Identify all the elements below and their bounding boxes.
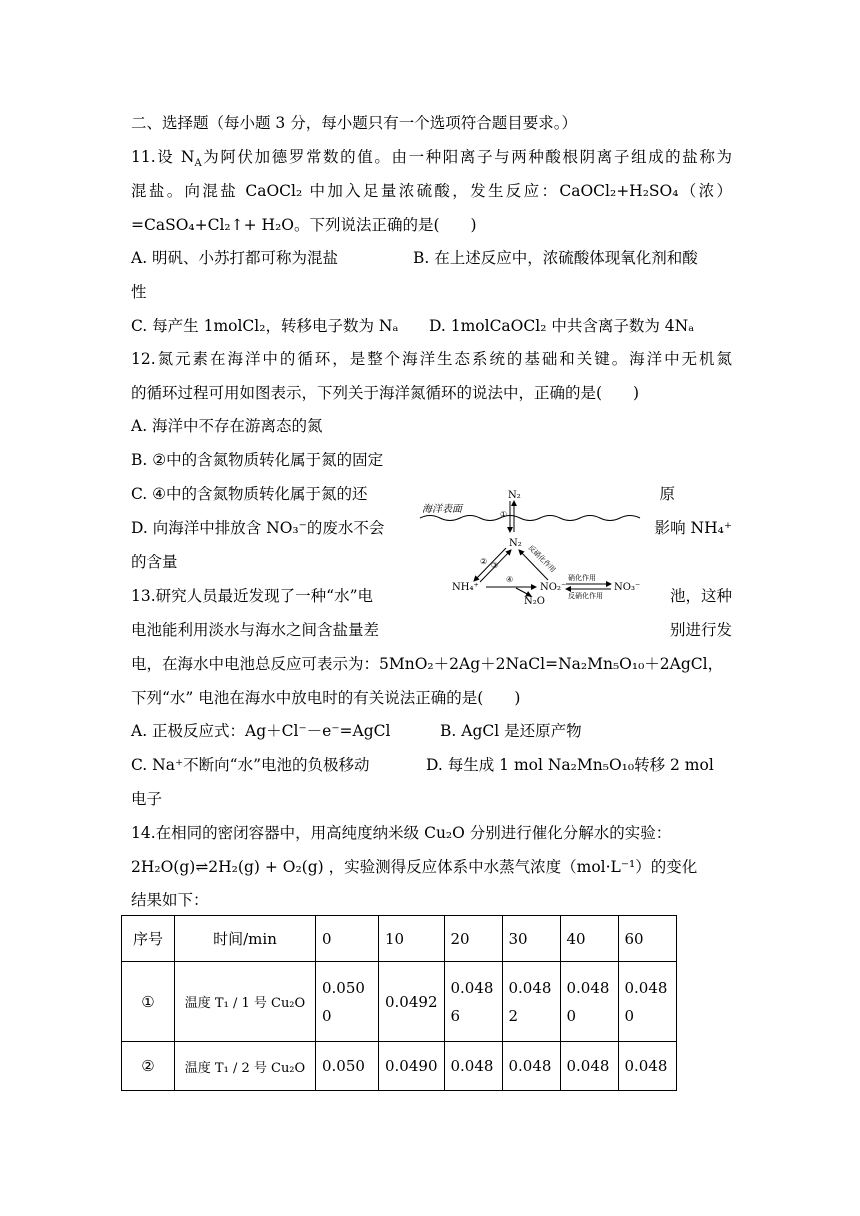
- arrow-n2-to-nh4: [474, 548, 506, 581]
- q11-option-row-cd: [131, 314, 732, 340]
- q13-option-c: C. Na⁺不断向“水”电池的负极移动: [131, 756, 370, 774]
- q13-line-4: 下列“水” 电池在海水中放电时的有关说法正确的是( ): [131, 689, 521, 707]
- q11-option-row-ab: [131, 246, 732, 272]
- q13-line-2-right: 别进行发: [669, 621, 732, 639]
- q13-option-d-cont: 电子: [131, 790, 163, 808]
- water-vapor-table: [121, 915, 677, 1091]
- header-cell: 序号: [122, 916, 175, 962]
- circle-4-label: ④: [506, 575, 514, 584]
- header-cell: 60: [618, 916, 676, 962]
- q13-line-2-left: 电池能利用淡水与海水之间含盐量差: [131, 621, 380, 639]
- q13-option-a: A. 正极反应式：Ag＋Cl⁻－e⁻=AgCl: [131, 722, 391, 740]
- n2o-label: N₂O: [524, 596, 545, 604]
- sea-surface-wave: [420, 516, 640, 521]
- no2-label: NO₂⁻: [540, 582, 567, 593]
- no3-label: NO₃⁻: [614, 582, 641, 593]
- q14-line-2: 2H₂O(g)⇌2H₂(g) + O₂(g) ，实验测得反应体系中水蒸气浓度（mol·L⁻¹）的变化: [131, 858, 698, 876]
- q13-option-b: B. AgCl 是还原产物: [440, 722, 582, 740]
- q12-option-a: A. 海洋中不存在游离态的氮: [131, 417, 323, 435]
- header-cell: 20: [444, 916, 502, 962]
- n2-top-label: N₂: [508, 490, 521, 501]
- q12-line-2: 的循环过程可用如图表示，下列关于海洋氮循环的说法中，正确的是( ): [131, 384, 640, 402]
- circle-1-label: ①: [500, 510, 508, 519]
- circle-2-label: ②: [480, 557, 488, 566]
- table-row: [122, 1042, 677, 1091]
- table-cell: 0.050: [316, 1042, 379, 1091]
- q14-line-3: 结果如下：: [131, 891, 209, 909]
- table-cell: 0.048: [502, 1042, 560, 1091]
- q13-option-row-cd: [131, 753, 732, 779]
- q11-line-2: 混盐。向混盐 CaOCl₂ 中加入足量浓硫酸，发生反应：CaOCl₂+H₂SO₄（浓）: [131, 182, 732, 200]
- q13-line-3: 电，在海水中电池总反应可表示为：5MnO₂＋2Ag＋2NaCl=Na₂Mn₅O₁₀＋2AgCl，: [131, 655, 724, 673]
- q11-option-b: B. 在上述反应中，浓硫酸体现氧化剂和酸: [413, 249, 698, 267]
- circle-3-label: ③: [491, 561, 499, 570]
- table-cell: 0.048: [444, 1042, 502, 1091]
- table-cell: 温度 T₁ / 2 号 Cu₂O: [175, 1042, 316, 1091]
- section-heading: 二、选择题（每小题 3 分，每小题只有一个选项符合题目要求。）: [131, 114, 577, 132]
- table-cell: 0.048 0: [560, 962, 618, 1042]
- q12-option-d-end: 的含量: [131, 553, 178, 571]
- table-cell: 0.048 6: [444, 962, 502, 1042]
- table-cell: 0.048 0: [618, 962, 676, 1042]
- q12-line-1: 12.氮元素在海洋中的循环，是整个海洋生态系统的基础和关键。海洋中无机氮: [131, 350, 732, 368]
- q13-line-1-right: 池，这种: [669, 587, 732, 605]
- table-cell: 温度 T₁ / 1 号 Cu₂O: [175, 962, 316, 1042]
- q13-option-row-ab: [131, 719, 732, 745]
- table-cell: 0.048 2: [502, 962, 560, 1042]
- q11-l1sub: A: [194, 158, 202, 170]
- q13-line-1-left: 13.研究人员最近发现了一种“水”电: [131, 587, 373, 605]
- table-cell: ①: [122, 962, 175, 1042]
- q12-option-c: C. ④中的含氮物质转化属于氮的还: [131, 485, 368, 503]
- denitrification-diag-label: 反硝化作用: [526, 543, 557, 575]
- table-cell: 0.048: [618, 1042, 676, 1091]
- table-cell: 0.048: [560, 1042, 618, 1091]
- table-cell: 0.0492: [379, 962, 445, 1042]
- sea-surface-label: 海洋表面: [422, 504, 462, 515]
- q11-option-d: D. 1molCaOCl₂ 中共含离子数为 4Nₐ: [429, 317, 695, 335]
- q14-line-1: 14.在相同的密闭容器中，用高纯度纳米级 Cu₂O 分别进行催化分解水的实验：: [131, 824, 672, 842]
- n2-mid-label: N₂: [509, 538, 522, 549]
- q11-line-3: =CaSO₄+Cl₂↑+ H₂O。下列说法正确的是( ): [131, 216, 477, 234]
- q11-line-1: [131, 145, 732, 171]
- header-cell: 30: [502, 916, 560, 962]
- table-header-row: [122, 916, 677, 962]
- header-cell: 0: [316, 916, 379, 962]
- nh4-label: NH₄⁺: [452, 582, 479, 593]
- table-cell: 0.050 0: [316, 962, 379, 1042]
- table-cell: 0.0490: [379, 1042, 445, 1091]
- q12-option-b: B. ②中的含氮物质转化属于氮的固定: [131, 451, 384, 469]
- q12-option-d: D. 向海洋中排放含 NO₃⁻的废水不会: [131, 519, 385, 537]
- q11-l1b: 为阿伏加德罗常数的值。由一种阳离子与两种酸根阴离子组成的盐称为: [201, 148, 732, 166]
- q11-option-b-cont: 性: [131, 283, 147, 301]
- denitrification-label: 反硝化作用: [568, 592, 603, 600]
- header-cell: 10: [379, 916, 445, 962]
- q12-option-c-right: 原: [659, 485, 675, 503]
- q13-option-d: D. 每生成 1 mol Na₂Mn₅O₁₀转移 2 mol: [426, 756, 714, 774]
- q12-option-d-right: 影响 NH₄⁺: [654, 519, 732, 537]
- q11-option-c: C. 每产生 1molCl₂，转移电子数为 Nₐ: [131, 317, 399, 335]
- header-cell: 时间/min: [175, 916, 316, 962]
- q11-option-a: A. 明矾、小苏打都可称为混盐: [131, 249, 339, 267]
- table-cell: ②: [122, 1042, 175, 1091]
- q11-l1a: 11.设 N: [131, 148, 195, 166]
- header-cell: 40: [560, 916, 618, 962]
- table-row: [122, 962, 677, 1042]
- nitrification-label: 硝化作用: [568, 574, 596, 582]
